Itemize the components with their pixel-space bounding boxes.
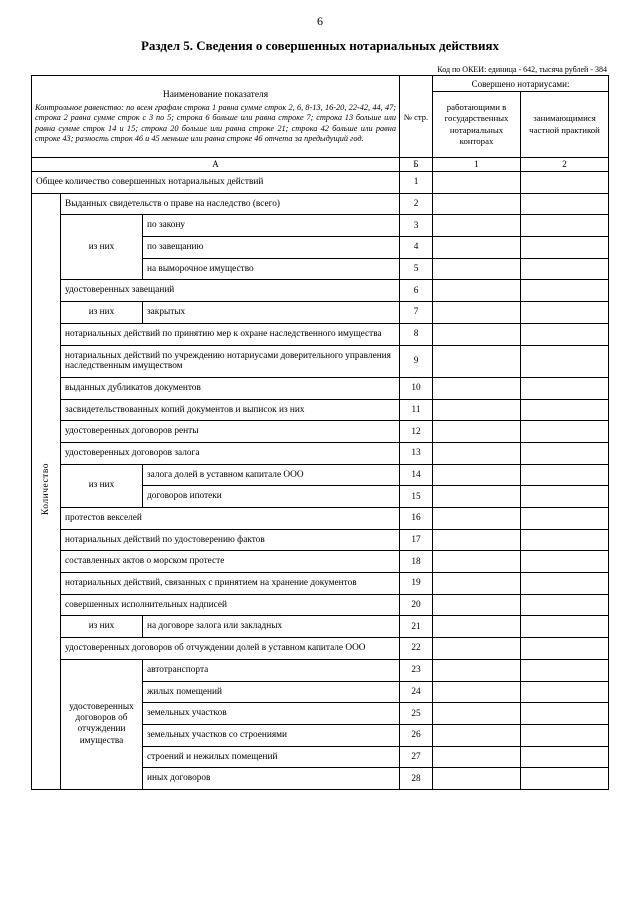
indicator-label: составленных актов о морском протесте [61, 551, 400, 573]
indicator-label: земельных участков [143, 703, 400, 725]
table-row [32, 464, 609, 486]
table-row [32, 616, 609, 638]
indicator-label: строений и нежилых помещений [143, 746, 400, 768]
row-number: 12 [400, 421, 433, 443]
value-cell-state [433, 681, 521, 703]
table-row [32, 659, 609, 681]
value-cell-state [433, 724, 521, 746]
indicator-label: совершенных исполнительных надписей [61, 594, 400, 616]
value-cell-state [433, 659, 521, 681]
indicator-label: по завещанию [143, 237, 400, 259]
notarial-actions-table [31, 75, 609, 790]
value-cell-private [521, 464, 609, 486]
col-letter-2: 2 [521, 158, 609, 172]
indicator-label: удостоверенных договоров ренты [61, 421, 400, 443]
value-cell-state [433, 399, 521, 421]
value-cell-private [521, 237, 609, 259]
indicator-label: Выданных свидетельств о праве на наследство (всего) [61, 193, 400, 215]
table-row [32, 345, 609, 377]
indicator-label: на выморочное имущество [143, 258, 400, 280]
indicator-label: закрытых [143, 302, 400, 324]
indicator-label: договоров ипотеки [143, 486, 400, 508]
row-number: 19 [400, 573, 433, 595]
value-cell-state [433, 172, 521, 194]
value-cell-private [521, 215, 609, 237]
value-cell-state [433, 237, 521, 259]
indicator-label: засвидетельствованных копий документов и выписок из них [61, 399, 400, 421]
value-cell-private [521, 616, 609, 638]
row-number: 20 [400, 594, 433, 616]
row-number: 22 [400, 638, 433, 660]
column-letters-row [32, 158, 609, 172]
value-cell-state [433, 594, 521, 616]
row-number: 15 [400, 486, 433, 508]
value-cell-state [433, 345, 521, 377]
value-cell-state [433, 573, 521, 595]
table-row [32, 638, 609, 660]
table-row [32, 377, 609, 399]
row-group-label: из них [61, 302, 143, 324]
column-header-row-number: № стр. [400, 76, 433, 158]
row-number: 11 [400, 399, 433, 421]
row-number: 23 [400, 659, 433, 681]
control-equality-note: Контрольное равенство: по всем графам строка 1 равна сумме строк 2, 6, 8-13, 16-20, 22-42, 44, 47; строка 2 равна сумме строк с 3 по 5; строка 6 больше или равна строке 7; строка 13 больше или равна сумме строк 14 и 15; строка 20 больше или равна строке 21; строка 42 больше или равна строке 43; разность строк 46 и 45 меньше или равна строке 46 отчета за предыдущий год. [35, 103, 397, 143]
row-number: 26 [400, 724, 433, 746]
table-row [32, 508, 609, 530]
row-number: 27 [400, 746, 433, 768]
value-cell-private [521, 573, 609, 595]
value-cell-state [433, 323, 521, 345]
row-number: 6 [400, 280, 433, 302]
value-cell-private [521, 703, 609, 725]
value-cell-private [521, 323, 609, 345]
value-cell-state [433, 421, 521, 443]
table-row [32, 280, 609, 302]
value-cell-state [433, 302, 521, 324]
indicator-label: на договоре залога или закладных [143, 616, 400, 638]
indicator-label: нотариальных действий по учреждению нотариусами доверительного управления наследственным имуществом [61, 345, 400, 377]
col-letter-a: А [32, 158, 400, 172]
row-number: 14 [400, 464, 433, 486]
value-cell-state [433, 377, 521, 399]
indicator-label: удостоверенных договоров об отчуждении долей в уставном капитале ООО [61, 638, 400, 660]
row-number: 7 [400, 302, 433, 324]
column-header-private-notaries: занимающимися частной практикой [521, 92, 609, 158]
value-cell-private [521, 442, 609, 464]
value-cell-private [521, 172, 609, 194]
table-row [32, 529, 609, 551]
row-number: 16 [400, 508, 433, 530]
row-group-label: из них [61, 464, 143, 507]
value-cell-private [521, 302, 609, 324]
value-cell-private [521, 377, 609, 399]
row-number: 28 [400, 768, 433, 790]
value-cell-private [521, 258, 609, 280]
table-row [32, 193, 609, 215]
row-group-label: удостоверенных договоров об отчуждении имущества [61, 659, 143, 789]
indicator-label: автотранспорта [143, 659, 400, 681]
value-cell-state [433, 746, 521, 768]
value-cell-state [433, 508, 521, 530]
indicator-label: нотариальных действий по удостоверению фактов [61, 529, 400, 551]
value-cell-private [521, 594, 609, 616]
value-cell-private [521, 724, 609, 746]
row-number: 1 [400, 172, 433, 194]
section-title: Раздел 5. Сведения о совершенных нотариальных действиях [140, 38, 500, 53]
value-cell-state [433, 486, 521, 508]
table-row [32, 215, 609, 237]
value-cell-state [433, 258, 521, 280]
indicator-label: удостоверенных договоров залога [61, 442, 400, 464]
value-cell-private [521, 399, 609, 421]
value-cell-state [433, 215, 521, 237]
value-cell-private [521, 746, 609, 768]
indicator-label: выданных дубликатов документов [61, 377, 400, 399]
table-row [32, 421, 609, 443]
okei-code-note: Код по ОКЕИ: единица - 642, тысяча рублей - 384 [437, 65, 607, 74]
table-row [32, 172, 609, 194]
row-number: 13 [400, 442, 433, 464]
row-number: 17 [400, 529, 433, 551]
indicator-label: по закону [143, 215, 400, 237]
indicator-label: жилых помещений [143, 681, 400, 703]
value-cell-state [433, 551, 521, 573]
value-cell-state [433, 464, 521, 486]
indicator-label: нотариальных действий, связанных с принятием на хранение документов [61, 573, 400, 595]
indicator-label: залога долей в уставном капитале ООО [143, 464, 400, 486]
indicator-label: протестов векселей [61, 508, 400, 530]
col-letter-1: 1 [433, 158, 521, 172]
row-number: 9 [400, 345, 433, 377]
value-cell-private [521, 681, 609, 703]
row-number: 21 [400, 616, 433, 638]
col-letter-b: Б [400, 158, 433, 172]
row-group-label: из них [61, 616, 143, 638]
value-cell-private [521, 508, 609, 530]
row-group-label: из них [61, 215, 143, 280]
table-row [32, 442, 609, 464]
indicator-label: земельных участков со строениями [143, 724, 400, 746]
value-cell-private [521, 486, 609, 508]
table-row [32, 551, 609, 573]
indicator-label: нотариальных действий по принятию мер к охране наследственного имущества [61, 323, 400, 345]
column-group-header-notaries: Совершено нотариусами: [433, 76, 609, 92]
row-number: 18 [400, 551, 433, 573]
row-number: 4 [400, 237, 433, 259]
value-cell-private [521, 638, 609, 660]
quantity-vertical-label: Количество [32, 193, 61, 789]
table-row [32, 323, 609, 345]
header-indicator-name-cell [32, 76, 400, 158]
table-row [32, 399, 609, 421]
indicator-label: Общее количество совершенных нотариальных действий [32, 172, 400, 194]
table-header-row [32, 76, 609, 92]
value-cell-private [521, 280, 609, 302]
value-cell-private [521, 421, 609, 443]
column-header-indicator-name: Наименование показателя [162, 90, 269, 101]
value-cell-state [433, 616, 521, 638]
value-cell-private [521, 345, 609, 377]
column-header-state-notaries: работающими в государственных нотариальных конторах [433, 92, 521, 158]
table-row [32, 302, 609, 324]
value-cell-private [521, 768, 609, 790]
indicator-label: удостоверенных завещаний [61, 280, 400, 302]
value-cell-state [433, 529, 521, 551]
row-number: 8 [400, 323, 433, 345]
table-row [32, 594, 609, 616]
row-number: 3 [400, 215, 433, 237]
value-cell-private [521, 193, 609, 215]
row-number: 25 [400, 703, 433, 725]
value-cell-state [433, 193, 521, 215]
table-row [32, 573, 609, 595]
row-number: 5 [400, 258, 433, 280]
page-number: 6 [317, 14, 323, 28]
value-cell-state [433, 280, 521, 302]
indicator-label: иных договоров [143, 768, 400, 790]
value-cell-state [433, 638, 521, 660]
value-cell-state [433, 703, 521, 725]
value-cell-state [433, 768, 521, 790]
value-cell-private [521, 659, 609, 681]
row-number: 24 [400, 681, 433, 703]
row-number: 2 [400, 193, 433, 215]
value-cell-state [433, 442, 521, 464]
row-number: 10 [400, 377, 433, 399]
value-cell-private [521, 529, 609, 551]
value-cell-private [521, 551, 609, 573]
